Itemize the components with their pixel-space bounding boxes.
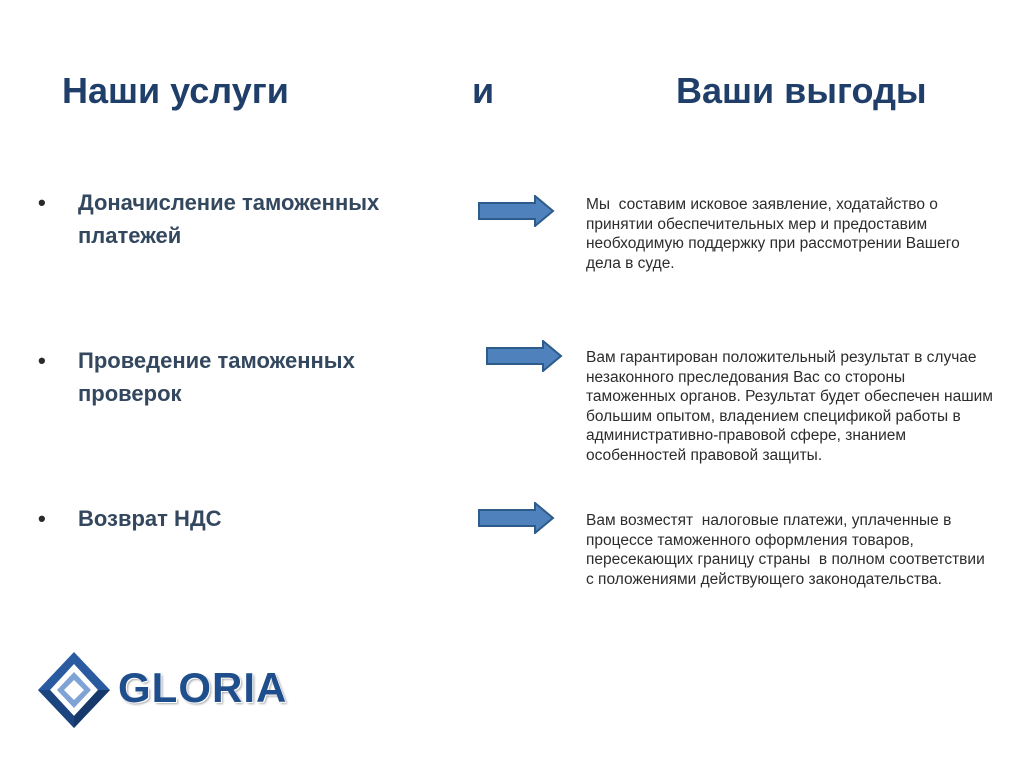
benefit-text: Вам гарантирован положительный результат в случае незаконного преследования Вас со стороны таможенных органов. Результат будет обеспечен нашим большим опытом, владением спецификой работы в административно-правовой сфере, знанием особенностей правовой защиты. bbox=[586, 349, 998, 464]
service-item bbox=[38, 344, 458, 410]
arrow-right-icon bbox=[485, 340, 563, 372]
bullet-icon: • bbox=[38, 348, 46, 373]
service-label: Доначисление таможенных платежей bbox=[78, 190, 380, 248]
service-item bbox=[38, 186, 458, 252]
arrow-right-icon bbox=[477, 502, 555, 534]
benefit-text: Мы составим исковое заявление, ходатайство о принятии обеспечительных мер и предоставим необходимую поддержку при рассмотрении Вашего дела в суде. bbox=[586, 196, 965, 272]
service-label: Возврат НДС bbox=[78, 506, 222, 531]
title-your-benefits: Ваши выгоды bbox=[676, 70, 927, 111]
title-our-services: Наши услуги bbox=[62, 70, 289, 111]
service-item bbox=[38, 502, 458, 535]
bullet-icon: • bbox=[38, 190, 46, 215]
benefit-text: Вам возместят налоговые платежи, уплаченные в процессе таможенного оформления товаров, пересекающих границу страны в полном соответствии с положениями действующего законодательства. bbox=[586, 512, 990, 588]
service-label: Проведение таможенных проверок bbox=[78, 348, 355, 406]
bullet-icon: • bbox=[38, 506, 46, 531]
arrow-right-icon bbox=[477, 195, 555, 227]
logo-text: GLORIA bbox=[118, 664, 288, 711]
title-and: и bbox=[472, 70, 495, 111]
